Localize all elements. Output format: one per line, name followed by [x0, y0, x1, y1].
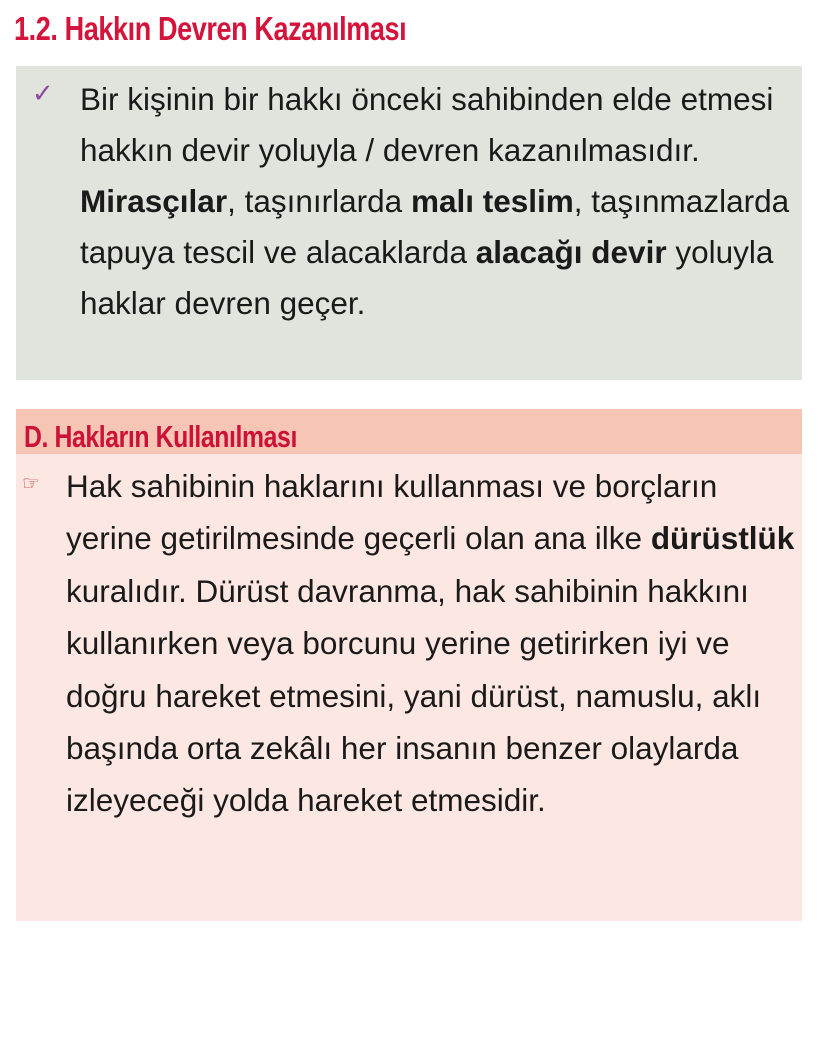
section-title: 1.2. Hakkın Devren Kazanılması — [14, 10, 407, 47]
usage-text-1: Hak sahibinin haklarını kullanması ve borçların yerine getirilmesinde geçerli olan ana ilke — [66, 468, 718, 557]
usage-paragraph — [66, 460, 796, 827]
definition-text-3: , taşınmazlarda tapuya tescil ve alacaklarda — [80, 183, 790, 270]
definition-bold-mali-teslim: malı teslim — [410, 183, 574, 219]
definition-text-2: , taşınırlarda — [227, 183, 411, 219]
definition-text-4: yoluyla haklar devren geçer. — [80, 234, 774, 321]
usage-text-2: kuralıdır. Dürüst davranma, hak sahibinin hakkını kullanırken veya borcunu yerine getirirken iyi ve doğru hareket etmesini, yani dürüst, namuslu, aklı başında orta zekâlı her insanın benzer olaylarda izleyeceği yolda hareket etmesidir. — [66, 572, 762, 819]
usage-bold-durustluk: dürüstlük — [650, 520, 795, 557]
definition-box — [16, 66, 802, 380]
definition-text-1: Bir kişinin bir hakkı önceki sahibinden elde etmesi hakkın devir yoluyla / devren kazanılmasıdır. — [80, 81, 774, 168]
definition-bold-mirascilar: Mirasçılar — [80, 183, 228, 219]
check-icon: ✓ — [32, 78, 54, 108]
subsection-title: D. Hakların Kullanılması — [24, 419, 297, 454]
definition-paragraph — [80, 74, 792, 329]
definition-bold-alacagi-devir: alacağı devir — [475, 234, 667, 270]
pointing-hand-icon: ☞ — [22, 473, 40, 495]
usage-box — [16, 409, 802, 921]
